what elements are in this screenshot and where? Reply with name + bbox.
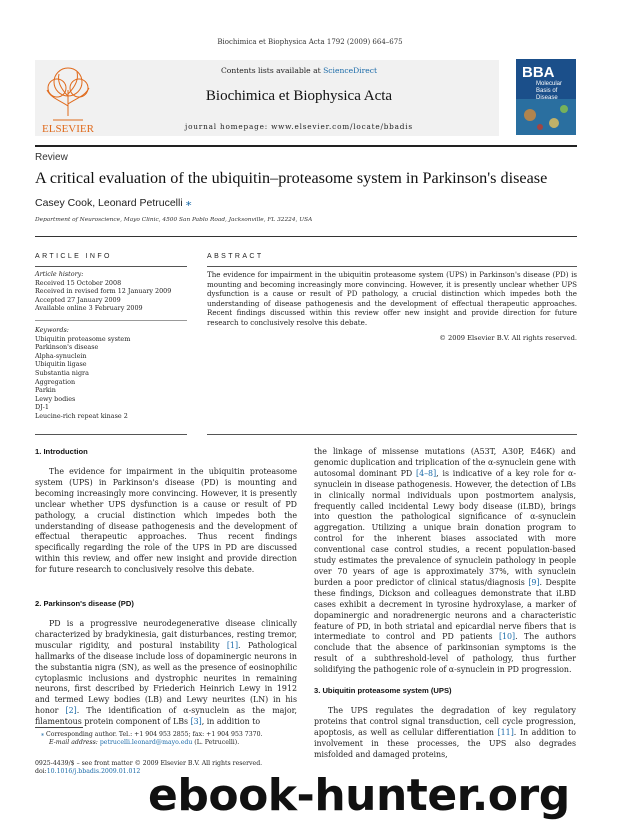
keyword-item: Parkinson's disease: [35, 343, 99, 352]
journal-title: Biochimica et Biophysica Acta: [205, 88, 393, 104]
citation-link[interactable]: [2]: [65, 706, 77, 716]
article-type: Review: [35, 152, 68, 163]
citation-link[interactable]: [11]: [497, 727, 514, 737]
watermark: ebook-hunter.org: [148, 770, 570, 821]
footnote-rule: [35, 727, 83, 728]
corresponding-author-mark[interactable]: ⁎: [185, 195, 192, 209]
citation-link[interactable]: [1]: [226, 640, 239, 650]
cover-line-1: Molecular: [536, 81, 563, 87]
info-divider: [35, 320, 187, 321]
abstract-rule: [207, 266, 577, 267]
history-item: Received 15 October 2008: [35, 278, 122, 287]
abstract-copyright: © 2009 Elsevier B.V. All rights reserved.: [439, 334, 577, 342]
keyword-item: Ubiquitin proteasome system: [35, 334, 131, 343]
email-link[interactable]: petrucelli.leonard@mayo.edu: [99, 739, 193, 746]
citation-link[interactable]: [9]: [528, 577, 540, 587]
keyword-item: Parkin: [35, 386, 56, 395]
history-item: Available online 3 February 2009: [35, 304, 143, 313]
keyword-item: Alpha-synuclein: [35, 351, 87, 360]
section-3-heading: 3. Ubiquitin proteasome system (UPS): [314, 686, 452, 695]
contents-line: [107, 66, 491, 75]
article-history: [35, 270, 187, 313]
abstract-bottom-rule: [207, 434, 577, 435]
citation-link[interactable]: [3]: [190, 717, 202, 727]
corresponding-author-note: ⁎ Corresponding author. Tel.: +1 904 953 2855; fax: +1 904 953 7370.: [41, 731, 263, 738]
abstract-heading: ABSTRACT: [207, 253, 264, 260]
elsevier-wordmark: ELSEVIER: [42, 123, 94, 135]
article-info-heading: ARTICLE INFO: [35, 253, 112, 260]
section-1-paragraph: The evidence for impairment in the ubiquitin proteasome system (UPS) in Parkinson's disease (PD) is mounting and becoming increasingly more convincing. However, it is presently unclear whether UPS dysfunction is a cause or result of PD pathology, a crucial distinction which impedes both the understanding of disease pathogenesis and the development of effectual therapeutic approaches. Thus recent findings specifically regarding the role of the UPS in PD are discussed within this review, and offer new insight and provide direction for future research to conclusively resolve this debate.: [35, 467, 297, 575]
article-title: A critical evaluation of the ubiquitin–proteasome system in Parkinson's disease: [35, 169, 548, 187]
keyword-item: Aggregation: [35, 377, 76, 386]
history-item: Received in revised form 12 January 2009: [35, 287, 172, 296]
email-note: E-mail address: petrucelli.leonard@mayo.edu (L. Petrucelli).: [49, 739, 240, 746]
section-2-heading: 2. Parkinson's disease (PD): [35, 599, 134, 608]
section-3-paragraph: The UPS regulates the degradation of key regulatory proteins that control signal transduction, cell cycle progression, apoptosis, as well as cellular differentiation [11]. In addition to involvement in these processes, the UPS also degrades misfolded and damaged proteins,: [314, 706, 576, 759]
abstract-text: The evidence for impairment in the ubiquitin proteasome system (UPS) in Parkinson's disease (PD) is mounting and becoming increasingly more convincing. However, it is presently unclear whether UPS dysfunction is a cause or result of PD pathology, a crucial distinction which impedes both the understanding of disease pathogenesis and the development of effectual therapeutic approaches. Recent findings discussed within this review offer new insight and provide direction for future research to conclusively resolve this debate.: [207, 270, 577, 327]
keyword-item: Ubiquitin ligase: [35, 360, 87, 369]
section-2-paragraph-continued: the linkage of missense mutations (A53T, A30P, E46K) and genomic duplication and triplication of the α-synuclein gene with autosomal dominant PD [4–8], is indicative of a key role for α-synuclein in disease pathogenesis. However, the detection of LBs in clinically normal individuals upon postmortem analysis, frequently called incidental Lewy body disease (iLBD), brings into question the pathological significance of α-synuclein aggregation. Utilizing a unique brain donation program to control for the inherent biases associated with more conventional case control studies, a recent population-based study estimates the prevalence of synuclein pathology in people over 70 years of age is approximately 37%, with synuclein burden a poor predictor of clinical status/diagnosis [9]. Despite these findings, Dickson and colleagues demonstrate that iLBD cases exhibit a decrement in tyrosine hydroxylase, a marker of dopaminergic and noradrenergic neurons and a characteristic feature of PD, in both striatal and epicardial nerve fibers that is intermediate to control and PD patients [10]. The authors conclude that the absence of parkinsonian symptoms is the result of a subthreshold-level of pathology, thus further solidifying the pathogenic role of α-synuclein in PD progression.: [314, 447, 576, 675]
doi-line: doi:10.1016/j.bbadis.2009.01.012: [35, 768, 141, 775]
section-2-paragraph: PD is a progressive neurodegenerative disease clinically characterized by bradykinesia, gait disturbances, resting tremor, muscular rigidity, and postural instability [1]. Pathological hallmarks of the disease include loss of dopaminergic neurons in the substantia nigra (SN), as well as the presence of eosinophilic cytoplasmic inclusions and dystrophic neurites in remaining neurons, first described by Friederich Heinrich Lewy in 1912 and termed Lewy bodies (LB) and Lewy neurites (LN) in his honor [2]. The identification of α-synuclein as the major, filamentous protein component of LBs [3], in addition to: [35, 619, 297, 727]
keywords-block: [35, 326, 187, 421]
sciencedirect-link[interactable]: ScienceDirect: [323, 66, 378, 75]
cover-line-2: Basis of: [536, 88, 558, 94]
cover-line-3: Disease: [536, 95, 558, 101]
affiliation: Department of Neuroscience, Mayo Clinic, 4500 San Pablo Road, Jacksonville, FL 32224, USA: [35, 217, 313, 223]
elsevier-logo: [35, 60, 101, 136]
title-rule: [35, 236, 577, 237]
footnote-mark: ⁎: [41, 731, 45, 738]
authors-text: Casey Cook, Leonard Petrucelli: [35, 197, 183, 209]
history-label: Article history:: [35, 270, 84, 278]
journal-cover-image: [516, 59, 576, 135]
citation-link[interactable]: [10]: [498, 632, 516, 642]
doi-link[interactable]: 10.1016/j.bbadis.2009.01.012: [46, 768, 141, 775]
author-list: [35, 195, 192, 209]
section-1-heading: 1. Introduction: [35, 447, 88, 456]
keyword-item: Lewy bodies: [35, 394, 76, 403]
article-info-rule: [35, 266, 187, 267]
journal-homepage[interactable]: journal homepage: www.elsevier.com/locate/bbadis: [185, 122, 413, 131]
history-item: Accepted 27 January 2009: [35, 295, 121, 304]
info-bottom-rule: [35, 434, 187, 435]
contents-prefix: Contents lists available at: [220, 66, 324, 75]
keyword-item: Leucine-rich repeat kinase 2: [35, 411, 128, 420]
citation-link[interactable]: [4–8]: [416, 468, 437, 478]
issn-line: 0925-4439/$ – see front matter © 2009 Elsevier B.V. All rights reserved.: [35, 760, 263, 767]
keywords-label: Keywords:: [35, 326, 69, 334]
keyword-item: DJ-1: [35, 403, 49, 412]
keyword-item: Substantia nigra: [35, 368, 89, 377]
cover-bba: BBA: [522, 64, 555, 81]
header-rule: [35, 145, 577, 147]
running-citation: Biochimica et Biophysica Acta 1792 (2009) 664–675: [217, 38, 403, 46]
